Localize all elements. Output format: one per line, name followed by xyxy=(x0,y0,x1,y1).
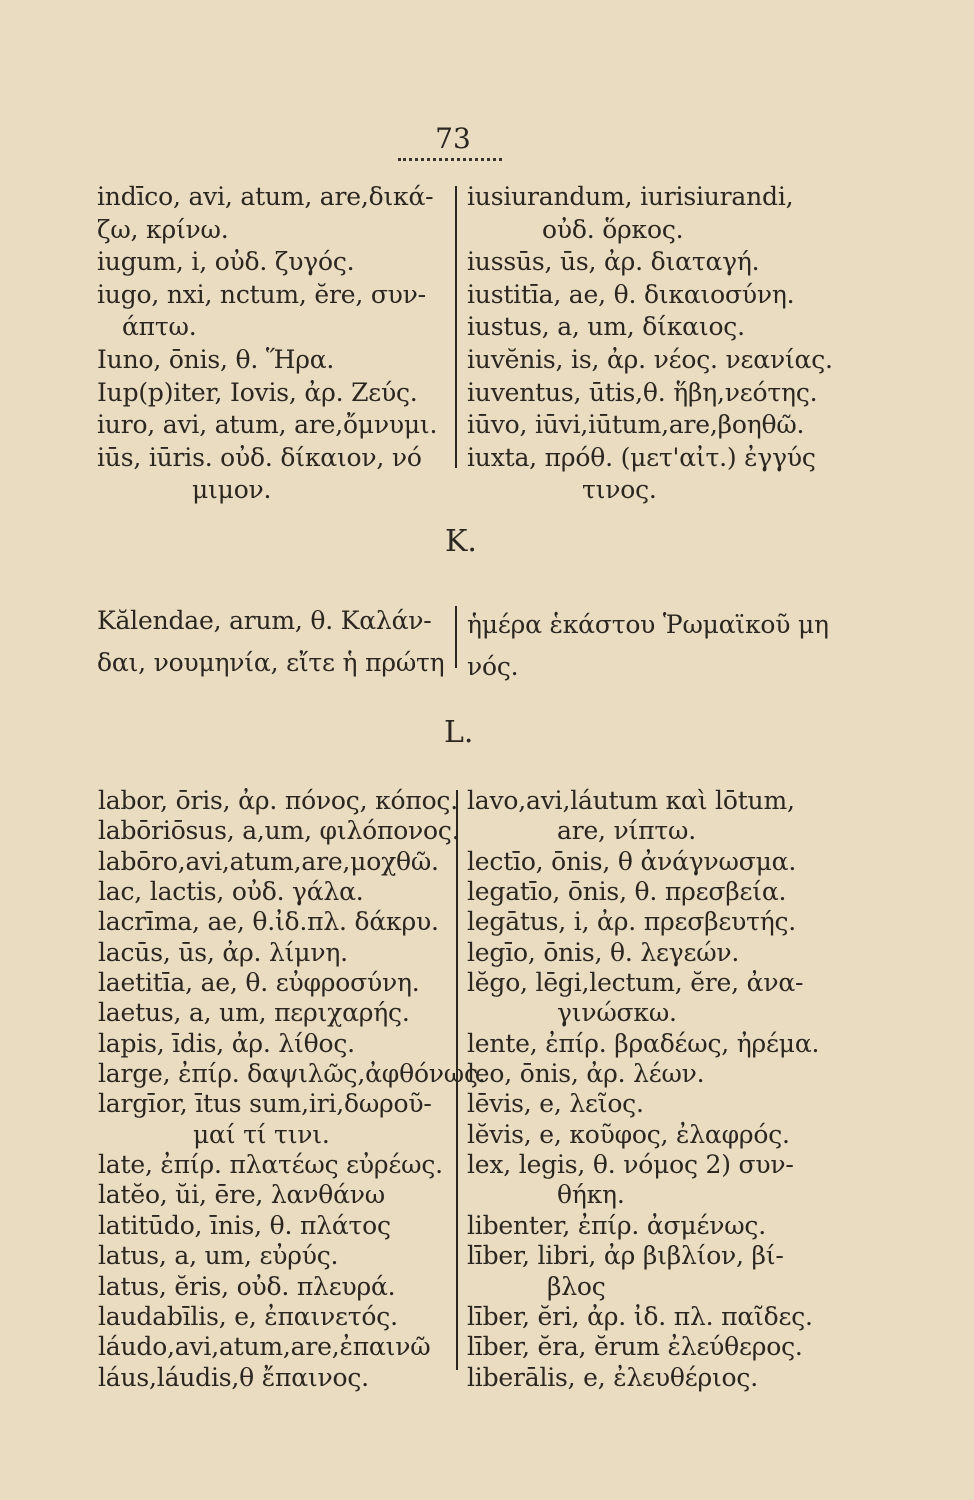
entry-line: θήκη. xyxy=(557,1180,625,1210)
entry-line: laetitīa, ae, θ. εὐφροσύνη. xyxy=(98,968,420,998)
entry-line: liberālis, e, ἐλευθέριος. xyxy=(467,1362,758,1392)
entry-line: laudabīlis, e, ἐπαινετός. xyxy=(98,1301,398,1331)
entry-line: νός. xyxy=(467,652,519,681)
entry-line: libenter, ἐπίρ. ἀσμένως. xyxy=(467,1210,766,1240)
entry-line: láus,láudis,θ ἔπαινος. xyxy=(98,1362,369,1392)
entry-line: lacrīma, ae, θ.ἰδ.πλ. δάκρυ. xyxy=(98,907,439,937)
section-l-left-column xyxy=(98,786,486,1393)
section-i-right-column xyxy=(467,181,847,507)
entry-line: lĕgo, lēgi,lectum, ĕre, ἀνα- xyxy=(467,968,804,998)
entry-line: δαι, νουμηνία, εἴτε ἡ πρώτη xyxy=(97,648,445,677)
page-number-rule xyxy=(398,158,502,161)
entry-line: labōriōsus, a,um, φιλόπονος. xyxy=(98,816,460,846)
entry-line: iuxta, πρόθ. (μετ'αἰτ.) ἐγγύς xyxy=(467,442,816,472)
column-divider xyxy=(455,186,457,468)
entry-line: lectīo, ōnis, θ ἀνάγνωσμα. xyxy=(467,846,797,876)
entry-line: iuvĕnis, is, ἀρ. νέος. νεανίας. xyxy=(467,344,833,374)
entry-line: μιμον. xyxy=(192,475,272,505)
entry-line: latitūdo, īnis, θ. πλάτος xyxy=(98,1210,391,1240)
page-number: 73 xyxy=(435,122,471,155)
entry-line: iugum, i, οὐδ. ζυγός. xyxy=(97,247,355,277)
entry-line: iugo, nxi, nctum, ĕre, συν- xyxy=(97,279,426,309)
section-i-left-column xyxy=(97,181,447,507)
entry-line: lĕvis, e, κοῦφος, ἐλαφρός. xyxy=(467,1119,790,1149)
column-divider xyxy=(456,790,458,1370)
section-l-right-column xyxy=(467,786,842,1393)
entry-line: iuro, avi, atum, are,ὄμνυμι. xyxy=(97,410,438,440)
entry-line: līber, ĕra, ĕrum ἐλεύθερος. xyxy=(467,1332,803,1362)
entry-line: late, ἐπίρ. πλατέως εὐρέως. xyxy=(98,1150,443,1180)
entry-line: labor, ōris, ἀρ. πόνος, κόπος. xyxy=(98,786,458,815)
entry-line: iūvo, iūvi,iūtum,are,βοηθῶ. xyxy=(467,410,805,440)
entry-line: large, ἐπίρ. δαψιλῶς,ἀφθόνως. xyxy=(98,1059,486,1089)
entry-line: Iuno, ōnis, θ. Ἥρα. xyxy=(97,344,335,374)
entry-line: ζω, κρίνω. xyxy=(97,214,229,244)
entry-line: iustitīa, ae, θ. δικαιοσύνη. xyxy=(467,279,795,309)
entry-line: γινώσκω. xyxy=(557,998,677,1028)
section-k-heading: K. xyxy=(445,524,477,559)
entry-line: Kălendae, arum, θ. Καλάν- xyxy=(97,606,432,635)
entry-line: leo, ōnis, ἀρ. λέων. xyxy=(467,1059,705,1089)
entry-line: βλος xyxy=(547,1271,606,1301)
entry-line: are, νίπτω. xyxy=(557,816,696,846)
entry-line: largīor, ītus sum,iri,δωροῦ- xyxy=(98,1089,432,1119)
entry-line: iūs, iūris. οὐδ. δίκαιον, νό xyxy=(97,442,422,472)
column-divider xyxy=(455,606,457,668)
entry-line: láudo,avi,atum,are,ἐπαινῶ xyxy=(98,1332,431,1362)
entry-line: latus, a, um, εὐρύς. xyxy=(98,1241,339,1271)
entry-line: lac, lactis, οὐδ. γάλα. xyxy=(98,877,364,907)
entry-line: τινος. xyxy=(582,475,657,505)
entry-line: iussūs, ūs, ἀρ. διαταγή. xyxy=(467,247,760,277)
section-k-right-column xyxy=(467,604,847,688)
entry-line: labōro,avi,atum,are,μοχθῶ. xyxy=(98,846,439,876)
entry-line: lente, ἐπίρ. βραδέως, ἠρέμα. xyxy=(467,1028,820,1058)
entry-line: iustus, a, um, δίκαιος. xyxy=(467,312,745,342)
entry-line: lex, legis, θ. νόμος 2) συν- xyxy=(467,1150,794,1180)
entry-line: ἡμέρα ἑκάστου Ῥωμαϊκοῦ μη xyxy=(467,610,829,639)
entry-line: latĕo, ŭi, ēre, λανθάνω xyxy=(98,1180,385,1210)
entry-line: Iup(p)iter, Iovis, ἀρ. Ζεύς. xyxy=(97,377,418,407)
entry-line: laetus, a, um, περιχαρής. xyxy=(98,998,410,1028)
entry-line: lavo,avi,láutum καὶ lōtum, xyxy=(467,786,795,815)
entry-line: legatīo, ōnis, θ. πρεσβεία. xyxy=(467,877,787,907)
entry-line: līber, ĕri, ἀρ. ἰδ. πλ. παῖδες. xyxy=(467,1301,813,1331)
entry-line: lapis, īdis, ἀρ. λίθος. xyxy=(98,1028,355,1058)
entry-line: άπτω. xyxy=(122,312,197,342)
entry-line: legīo, ōnis, θ. λεγεών. xyxy=(467,937,740,967)
section-k-left-column xyxy=(97,600,447,684)
entry-line: līber, libri, ἀρ βιβλίον, βί- xyxy=(467,1241,784,1271)
section-l-heading: L. xyxy=(444,715,474,750)
entry-line: οὐδ. ὅρκος. xyxy=(542,214,684,244)
entry-line: legātus, i, ἀρ. πρεσβευτής. xyxy=(467,907,797,937)
entry-line: lacūs, ūs, ἀρ. λίμνη. xyxy=(98,937,348,967)
entry-line: iusiurandum, iurisiurandi, xyxy=(467,182,794,211)
entry-line: indīco, avi, atum, are,δικά- xyxy=(97,182,434,211)
entry-line: lēvis, e, λεῖος. xyxy=(467,1089,644,1119)
entry-line: iuventus, ūtis,θ. ἥβη,νεότης. xyxy=(467,377,818,407)
entry-line: μαί τί τινι. xyxy=(193,1119,330,1149)
entry-line: latus, ĕris, οὐδ. πλευρά. xyxy=(98,1271,396,1301)
